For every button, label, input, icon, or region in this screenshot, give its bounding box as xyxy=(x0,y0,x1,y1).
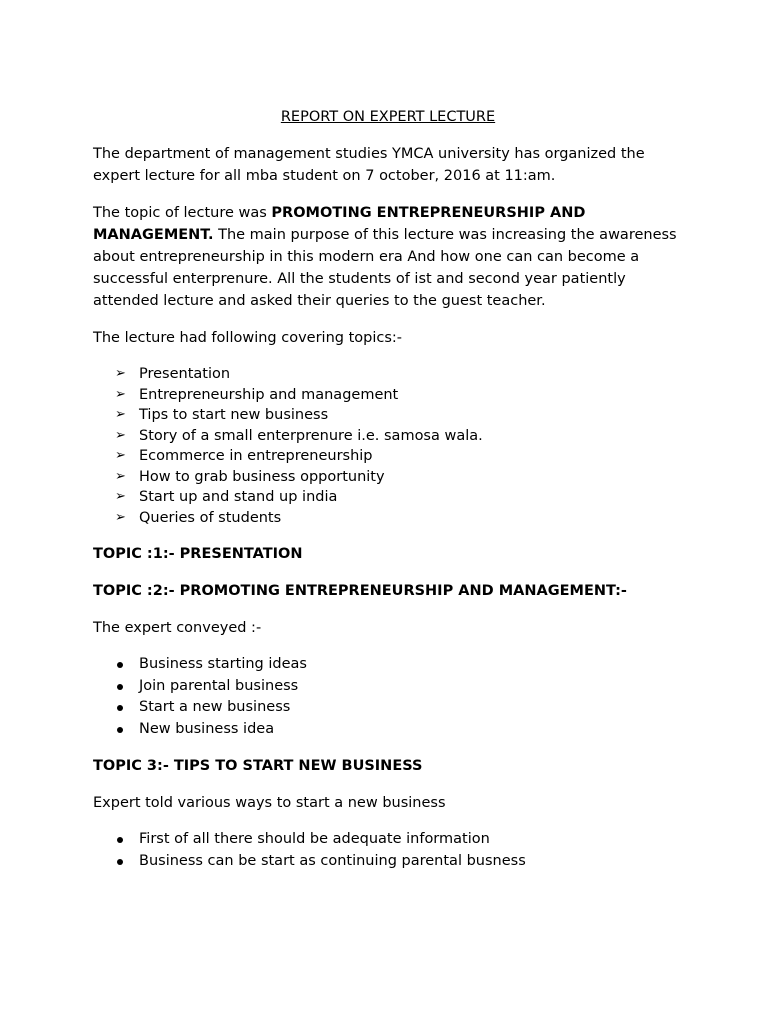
topic-bold: PROMOTING ENTREPRENEURSHIP AND MANAGEMENT. xyxy=(93,205,586,243)
list-item: Business starting ideas xyxy=(93,654,683,676)
bullet-dot-icon xyxy=(117,684,123,690)
ways-list xyxy=(93,829,683,872)
topic3-heading: TOPIC 3:- TIPS TO START NEW BUSINESS xyxy=(93,758,423,774)
topic2-heading: TOPIC :2:- PROMOTING ENTREPRENEURSHIP AND MANAGEMENT:- xyxy=(93,583,627,599)
list-item: New business idea xyxy=(93,719,683,741)
bullet-dot-icon xyxy=(117,837,123,843)
list-item: ➢ Presentation xyxy=(93,364,683,385)
list-item: ➢ Start up and stand up india xyxy=(93,487,683,508)
arrow-bullet-icon: ➢ xyxy=(115,427,126,443)
list-item: ➢ Tips to start new business xyxy=(93,405,683,426)
covering-topics-list xyxy=(93,364,683,528)
arrow-bullet-icon: ➢ xyxy=(115,489,126,504)
arrow-bullet-icon: ➢ xyxy=(115,448,126,463)
report-title: REPORT ON EXPERT LECTURE xyxy=(280,109,496,125)
topic-lead: The topic of lecture was xyxy=(93,205,272,221)
list-item: First of all there should be adequate information xyxy=(93,829,683,851)
list-item: Join parental business xyxy=(93,676,683,698)
topic-rest: The main purpose of this lecture was increasing the awareness about entrepreneurship in this modern era And how one can can become a successful enterprenure. All the students of ist and second year patiently attended lecture and asked their queries to the guest teacher. xyxy=(93,227,677,309)
arrow-bullet-icon: ➢ xyxy=(115,386,126,402)
list-item: ➢ How to grab business opportunity xyxy=(93,467,683,488)
bullet-dot-icon xyxy=(117,859,123,865)
arrow-bullet-icon: ➢ xyxy=(115,509,126,525)
arrow-bullet-icon: ➢ xyxy=(115,468,126,484)
intro-paragraph: The department of management studies YMCA university has organized the expert lecture for all mba student on 7 october, 2016 at 11:am. xyxy=(93,146,645,184)
list-item: ➢ Ecommerce in entrepreneurship xyxy=(93,446,683,467)
covering-intro: The lecture had following covering topics:- xyxy=(93,330,403,346)
list-item: Start a new business xyxy=(93,697,683,719)
expert-told: Expert told various ways to start a new business xyxy=(93,795,446,811)
list-item: ➢ Story of a small enterprenure i.e. samosa wala. xyxy=(93,426,683,447)
topic1-heading: TOPIC :1:- PRESENTATION xyxy=(93,546,303,562)
topic-paragraph xyxy=(93,202,683,312)
bullet-dot-icon xyxy=(117,705,123,711)
bullet-dot-icon xyxy=(117,727,123,733)
document-page xyxy=(93,106,683,887)
list-item: ➢ Queries of students xyxy=(93,508,683,529)
arrow-bullet-icon: ➢ xyxy=(115,366,126,381)
list-item: ➢ Entrepreneurship and management xyxy=(93,385,683,406)
arrow-bullet-icon: ➢ xyxy=(115,407,126,422)
list-item: Business can be start as continuing parental busness xyxy=(93,851,683,873)
conveyed-list xyxy=(93,654,683,740)
bullet-dot-icon xyxy=(117,662,123,668)
expert-conveyed: The expert conveyed :- xyxy=(93,620,262,636)
